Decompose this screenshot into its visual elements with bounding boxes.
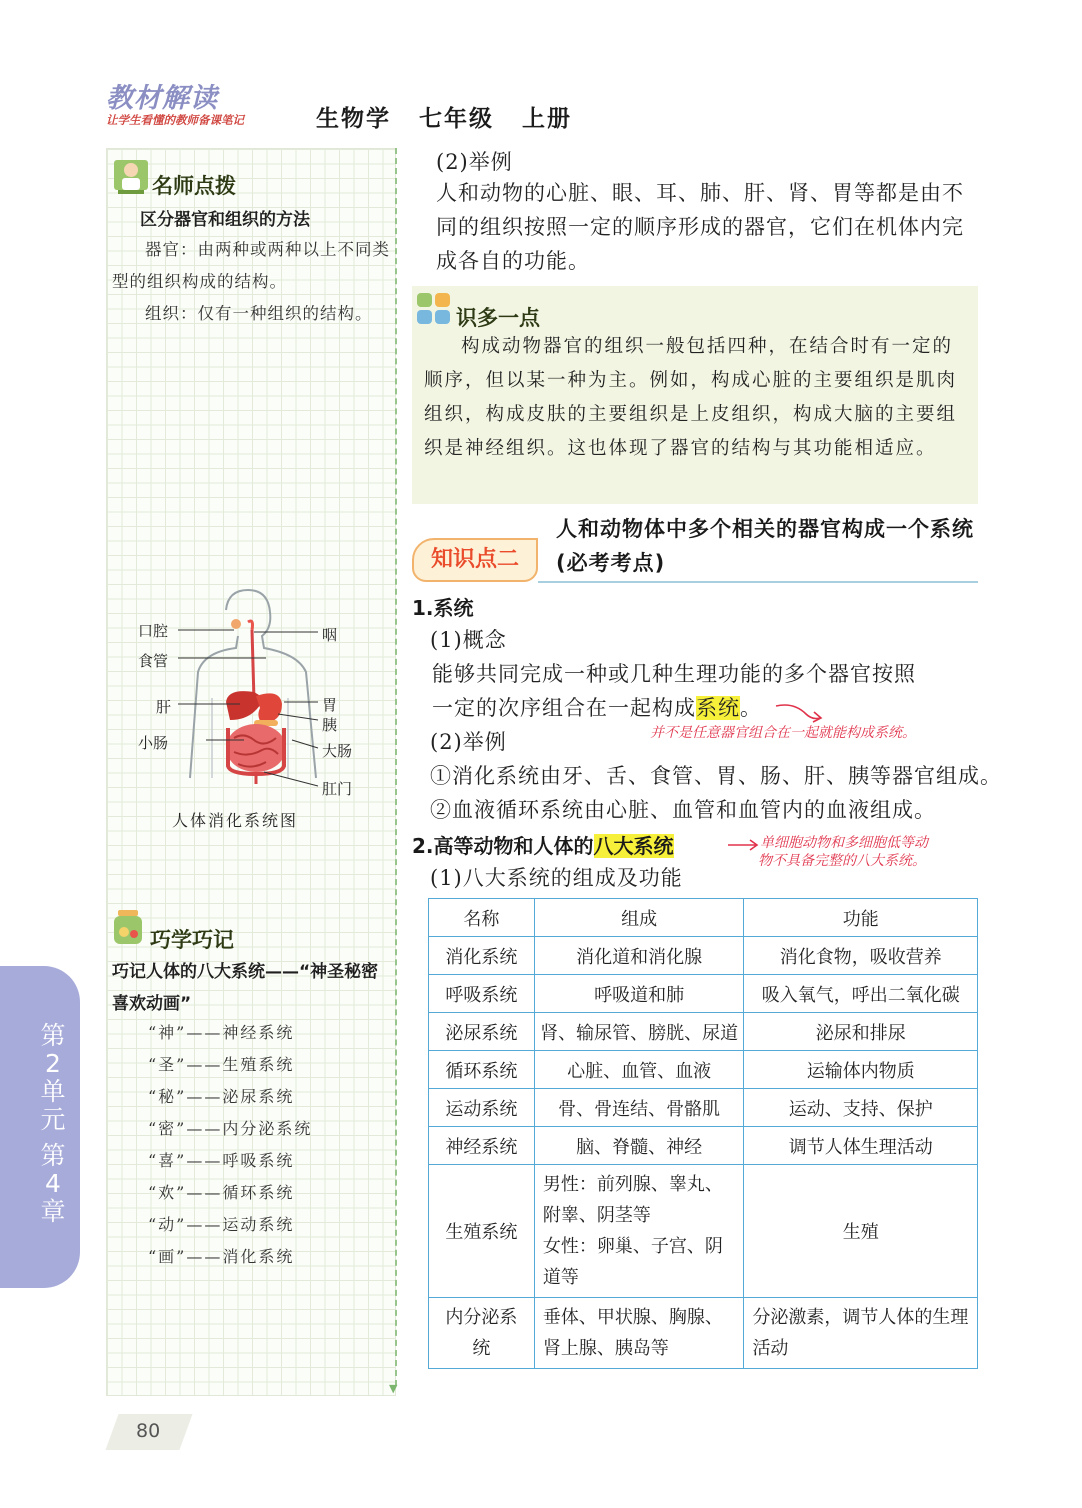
table-cell: 呼吸系统 (429, 975, 535, 1013)
table-header-row (429, 899, 978, 937)
table-row (429, 1089, 978, 1127)
table-cell: 生殖 (744, 1165, 978, 1298)
table-cell: 泌尿系统 (429, 1013, 535, 1051)
memory-title: 巧学巧记 (150, 928, 234, 952)
table-cell: 脑、脊髓、神经 (534, 1127, 744, 1165)
example-paragraph: 人和动物的心脏、眼、耳、肺、肝、肾、胃等都是由不同的组织按照一定的顺序形成的器官，它们在机体内完成各自的功能。 (436, 181, 964, 273)
label-pharynx: 咽 (322, 626, 338, 644)
annotation-arrow-icon (726, 838, 760, 852)
table-row (429, 937, 978, 975)
chapter-side-tab-label: 第 2 单 元 第 4 章 (40, 1021, 66, 1226)
concept-label: (1)概念 (430, 628, 507, 652)
know-more-text: 构成动物器官的组织一般包括四种，在结合时有一定的顺序，但以某一种为主。例如，构成心脏的主要组织是肌肉组织，构成皮肤的主要组织是上皮组织，构成大脑的主要组织是神经组织。这也体现了器官的结构与其功能相适应。 (424, 336, 958, 459)
eight-systems-table (428, 898, 978, 1369)
tip-paragraph-organ: 器官：由两种或两种以上不同类型的组织构成的结构。 (112, 240, 390, 291)
label-small-intestine: 小肠 (138, 734, 169, 752)
table-cell: 泌尿和排尿 (744, 1013, 978, 1051)
annotation-system-note: 并不是任意器官组合在一起就能构成系统。 (650, 725, 916, 741)
memory-item: “画”——消化系统 (148, 1247, 295, 1266)
book-title: 生物学 七年级 上册 (316, 105, 573, 132)
diagram-leader-lines (176, 622, 326, 802)
table-cell: 吸入氧气，呼出二氧化碳 (744, 975, 978, 1013)
tip-title: 名师点拨 (152, 174, 236, 198)
table-cell: 分泌激素，调节人体的生理活动 (744, 1298, 978, 1369)
table-cell: 运动系统 (429, 1089, 535, 1127)
table-cell: 生殖系统 (429, 1165, 535, 1298)
example-digestive: ①消化系统由牙、舌、食管、胃、肠、肝、胰等器官组成。 (430, 764, 1002, 788)
memory-item: “神”——神经系统 (148, 1023, 295, 1042)
table-cell: 消化系统 (429, 937, 535, 975)
table-cell: 运输体内物质 (744, 1051, 978, 1089)
section-2-heading: 2.高等动物和人体的八大系统 (412, 834, 674, 858)
table-row-endocrine (429, 1298, 978, 1369)
label-large-intestine: 大肠 (322, 742, 353, 760)
label-esophagus: 食管 (138, 652, 169, 670)
table-cell: 垂体、甲状腺、胸腺、肾上腺、胰岛等 (534, 1298, 744, 1369)
memory-item: “秘”——泌尿系统 (148, 1087, 295, 1106)
annotation-eight-systems-note-1: 单细胞动物和多细胞低等动 (760, 835, 928, 851)
example-label: (2)举例 (436, 150, 513, 174)
table-header-cell: 功能 (744, 899, 978, 937)
column-divider (395, 148, 397, 1386)
know-more-title: 识多一点 (456, 306, 540, 330)
table-cell: 骨、骨连结、骨骼肌 (534, 1089, 744, 1127)
table-cell: 肾、输尿管、膀胱、尿道 (534, 1013, 744, 1051)
table-header-cell: 名称 (429, 899, 535, 937)
section-1-example-label: (2)举例 (430, 730, 507, 754)
table-row (429, 975, 978, 1013)
table-cell: 呼吸道和肺 (534, 975, 744, 1013)
table-cell: 消化道和消化腺 (534, 937, 744, 975)
table-header-cell: 组成 (534, 899, 744, 937)
example-circulatory: ②血液循环系统由心脏、血管和血管内的血液组成。 (430, 798, 936, 822)
table-row (429, 1051, 978, 1089)
concept-line-1: 能够共同完成一种或几种生理功能的多个器官按照 (432, 662, 916, 686)
highlight-system: 系统 (696, 696, 740, 720)
memory-heading: 巧记人体的八大系统——“神圣秘密喜欢动画” (112, 962, 379, 1014)
table-row (429, 1013, 978, 1051)
table-cell: 消化食物，吸收营养 (744, 937, 978, 975)
table-label: (1)八大系统的组成及功能 (430, 866, 683, 890)
table-cell: 内分泌系统 (429, 1298, 535, 1369)
memory-item: “圣”——生殖系统 (148, 1055, 295, 1074)
memory-item: “密”——内分泌系统 (148, 1119, 313, 1138)
memory-jar-icon (110, 908, 148, 948)
knowledge-point-underline (538, 581, 978, 583)
brand-subtitle: 让学生看懂的教师备课笔记 (106, 113, 244, 127)
table-cell: 心脏、血管、血液 (534, 1051, 744, 1089)
table-row (429, 1127, 978, 1165)
label-stomach: 胃 (322, 696, 338, 714)
knowledge-point-title: 人和动物体中多个相关的器官构成一个系统(必考考点) (556, 517, 974, 575)
diagram-caption: 人体消化系统图 (172, 811, 299, 830)
label-pancreas: 胰 (322, 716, 338, 734)
brand-logo-text: 教材解读 (106, 83, 218, 114)
label-liver: 肝 (156, 698, 172, 716)
table-cell: 循环系统 (429, 1051, 535, 1089)
table-cell: 运动、支持、保护 (744, 1089, 978, 1127)
divider-arrow-icon: ▼ (389, 1382, 398, 1395)
section-1-heading: 1.系统 (412, 596, 474, 620)
memory-item: “动”——运动系统 (148, 1215, 295, 1234)
teacher-icon (112, 156, 152, 196)
memory-item: “喜”——呼吸系统 (148, 1151, 295, 1170)
tip-heading: 区分器官和组织的方法 (140, 210, 310, 230)
memory-item: “欢”——循环系统 (148, 1183, 295, 1202)
concept-line-2: 一定的次序组合在一起构成系统。 (432, 696, 762, 720)
label-anus: 肛门 (322, 780, 353, 798)
highlight-eight-systems: 八大系统 (593, 834, 674, 858)
label-mouth: 口腔 (138, 622, 169, 640)
knowledge-point-badge: 知识点二 (412, 538, 538, 582)
page-number: 80 (136, 1420, 161, 1442)
table-cell-reproductive-composition: 男性：前列腺、睾丸、附睾、阴茎等 女性：卵巢、子宫、阴道等 (534, 1165, 744, 1298)
table-cell: 神经系统 (429, 1127, 535, 1165)
table-row-reproductive (429, 1165, 978, 1298)
tip-paragraph-tissue: 组织：仅有一种组织的结构。 (145, 304, 373, 323)
know-more-icon (416, 292, 452, 326)
annotation-eight-systems-note-2: 物不具备完整的八大系统。 (758, 853, 926, 869)
table-cell: 调节人体生理活动 (744, 1127, 978, 1165)
